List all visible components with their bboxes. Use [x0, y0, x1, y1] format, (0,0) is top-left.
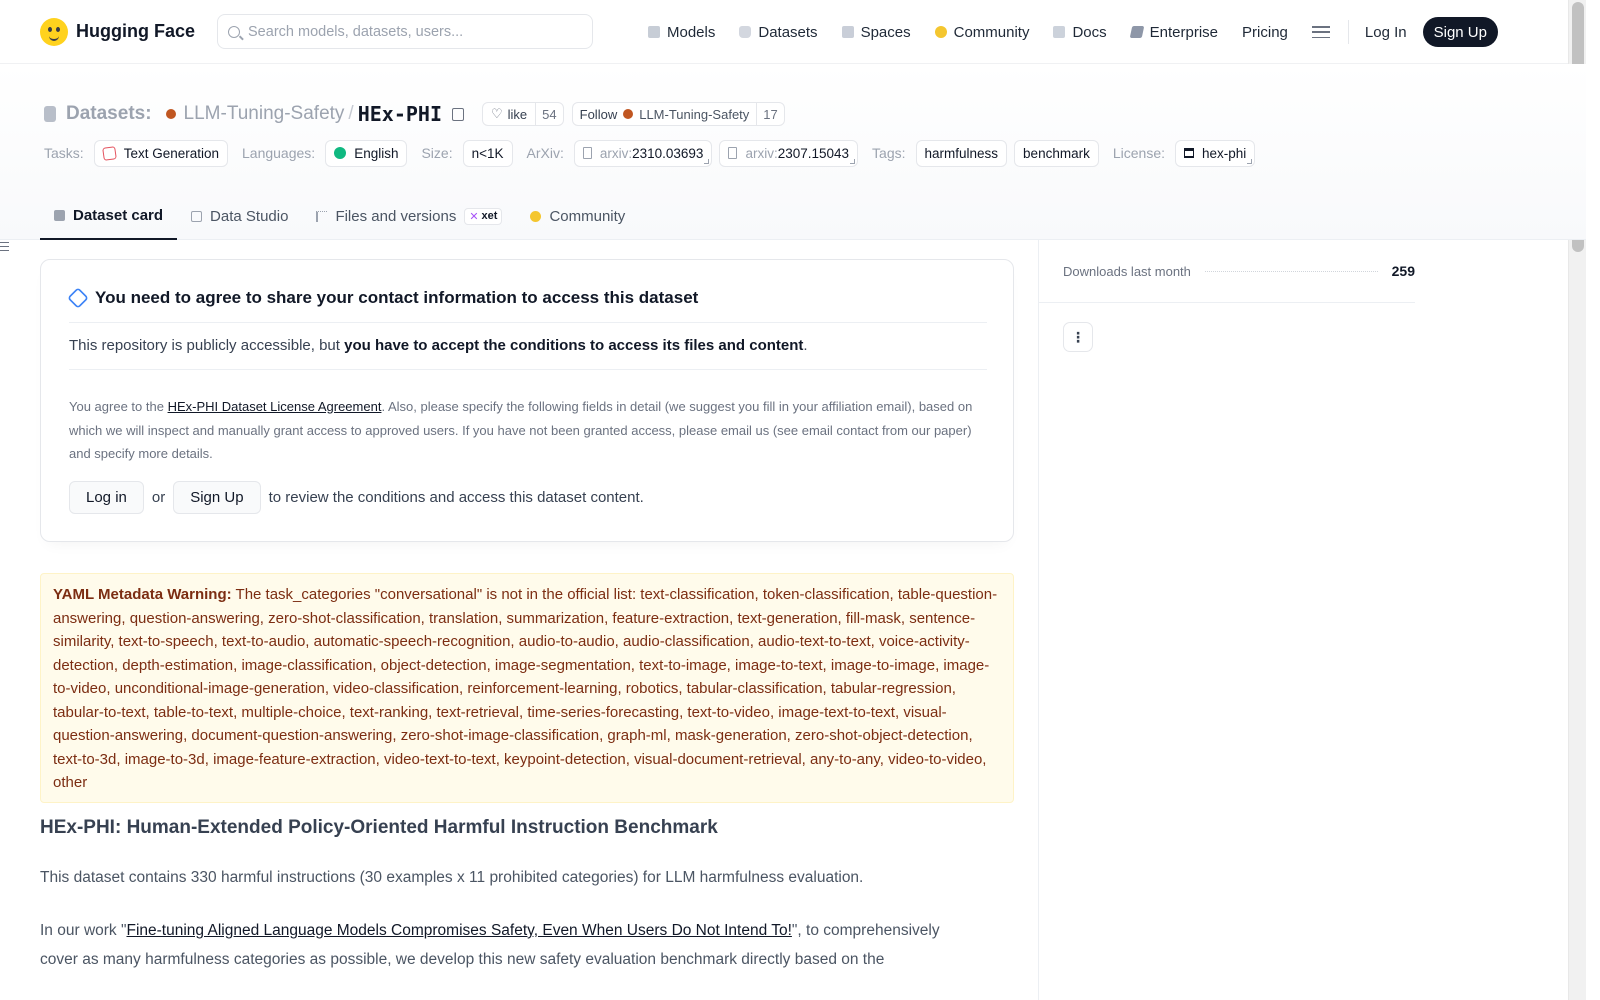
- gated-icon: [67, 287, 89, 309]
- gate-public-pre: This repository is publicly accessible, but: [69, 337, 345, 354]
- nav-community[interactable]: [935, 24, 1030, 41]
- xet-label: xet: [481, 210, 498, 222]
- cube-icon: [54, 210, 65, 221]
- grid-icon: [842, 26, 854, 38]
- gate-signup-button[interactable]: Sign Up: [173, 481, 260, 514]
- nav-links: [648, 0, 1498, 64]
- license-label: License:: [1112, 145, 1165, 161]
- license-chip[interactable]: [1175, 140, 1255, 167]
- tab-data-studio[interactable]: [177, 192, 302, 240]
- like-label: like: [507, 106, 528, 122]
- login-link[interactable]: Log In: [1364, 23, 1407, 41]
- gate-login-button[interactable]: Log in: [69, 481, 144, 514]
- gate-agreement-text: [69, 395, 989, 466]
- gate-agree-post: . Also, please specify the following fields in detail (we suggest you fill in your affiliation email), based on which we will inspect and manually grant access to approved users. If you have not been granted access, please email us (see email contact from our paper) and specify more details.: [69, 399, 973, 461]
- tab-files-label: Files and versions: [335, 207, 457, 225]
- dataset-description: This dataset contains 330 harmful instructions (30 examples x 11 prohibited categories) for LLM harmfulness evaluation.: [40, 869, 864, 886]
- tag-chip-label: benchmark: [1023, 145, 1090, 161]
- org-link[interactable]: LLM-Tuning-Safety: [183, 103, 345, 124]
- nav-spaces-label: Spaces: [860, 23, 911, 41]
- downloads-label: Downloads last month: [1063, 263, 1191, 279]
- tag-chip-benchmark[interactable]: [1014, 140, 1099, 167]
- nav-docs[interactable]: [1053, 24, 1106, 41]
- follow-org-name: LLM-Tuning-Safety: [639, 106, 750, 122]
- size-chip[interactable]: [463, 140, 513, 167]
- enterprise-icon: [1129, 26, 1144, 38]
- brand-name: Hugging Face: [76, 21, 196, 41]
- paper-icon: [728, 147, 737, 159]
- tab-community[interactable]: [516, 192, 639, 240]
- gate-actions: [69, 481, 644, 514]
- paragraph-post: ", to comprehensively cover as many harmfulness categories as possible, we develop this new safety evaluation benchmark directly based on the: [40, 922, 940, 968]
- community-icon: [530, 211, 541, 222]
- repo-header: [0, 64, 1586, 240]
- task-chip-label: Text Generation: [123, 145, 219, 161]
- warning-text: The task_categories "conversational" is not in the official list: text-classification, token-classification, table-question-answering, question-answering, zero-shot-classification, translation, summarization, feature-extraction, text-generation, fill-mask, sentence-similarity, text-to-speech, text-to-audio, automatic-speech-recognition, audio-to-audio, audio-classification, audio-text-to-text, voice-activity-detection, depth-estimation, image-classification, object-detection, image-segmentation, text-to-image, image-to-text, image-to-image, image-to-video, unconditional-image-generation, video-classification, reinforcement-learning, robotics, tabular-classification, tabular-regression, tabular-to-text, table-to-text, multiple-choice, text-ranking, text-retrieval, time-series-forecasting, text-to-video, image-text-to-text, visual-question-answering, document-question-answering, zero-shot-image-classification, graph-ml, mask-generation, zero-shot-object-detection, text-to-3d, image-to-3d, image-feature-extraction, video-text-to-text, keypoint-detection, visual-document-retrieval, any-to-any, video-to-video, other: [53, 586, 998, 791]
- tab-files-versions[interactable]: [302, 192, 516, 240]
- like-count[interactable]: 54: [535, 103, 562, 125]
- table-of-contents-icon[interactable]: [0, 242, 9, 251]
- like-widget: [482, 102, 564, 126]
- path-separator: /: [348, 103, 354, 124]
- follow-label: Follow: [579, 106, 618, 122]
- paper-link[interactable]: Fine-tuning Aligned Language Models Compromises Safety, Even When Users Do Not Intend To!: [126, 922, 792, 939]
- arxiv-label: ArXiv:: [526, 145, 564, 161]
- gate-title: [69, 288, 698, 308]
- hugging-face-logo-icon: [40, 18, 68, 46]
- follower-count[interactable]: 17: [756, 103, 783, 125]
- org-avatar-icon: [623, 109, 633, 119]
- cube-icon: [648, 26, 660, 38]
- gate-public-bold: you have to accept the conditions to access its files and content: [344, 337, 804, 354]
- tab-data-studio-label: Data Studio: [210, 207, 289, 225]
- downloads-value: 259: [1391, 263, 1415, 279]
- xet-badge: [464, 208, 502, 225]
- gate-public-post: .: [803, 337, 808, 354]
- arxiv-prefix: arxiv:: [745, 145, 778, 161]
- access-gate-card: [40, 259, 1014, 542]
- nav-pricing[interactable]: [1242, 24, 1288, 41]
- gate-or: or: [151, 489, 166, 506]
- metadata-tags: [44, 139, 1262, 167]
- language-chip-label: English: [354, 145, 399, 161]
- size-label: Size:: [421, 145, 453, 161]
- nav-models-label: Models: [667, 23, 716, 41]
- gate-divider: [69, 322, 987, 323]
- nav-models[interactable]: [648, 24, 715, 41]
- license-chip-label: hex-phi: [1202, 145, 1247, 161]
- search-input[interactable]: [248, 24, 568, 40]
- follow-widget: [572, 102, 785, 126]
- nav-enterprise-label: Enterprise: [1149, 23, 1219, 41]
- repo-title-bar: [44, 100, 785, 128]
- repo-name[interactable]: HEx-PHI: [357, 102, 442, 126]
- globe-icon: [334, 147, 346, 159]
- gate-actions-text: to review the conditions and access this dataset content.: [268, 489, 644, 506]
- warning-label: YAML Metadata Warning:: [53, 586, 232, 603]
- arxiv-id-2: 2307.15043: [777, 145, 850, 161]
- dataset-paragraph: [40, 916, 960, 974]
- copy-icon[interactable]: [452, 108, 464, 121]
- tag-chip-harmfulness[interactable]: [916, 140, 1008, 167]
- search-box[interactable]: [217, 14, 593, 49]
- language-chip[interactable]: [325, 140, 407, 167]
- nav-datasets[interactable]: [739, 24, 817, 41]
- paper-icon: [583, 147, 592, 159]
- follow-button[interactable]: [573, 107, 757, 122]
- sidebar-divider: [1039, 302, 1415, 303]
- nav-divider: [1348, 20, 1349, 44]
- tab-dataset-card[interactable]: [40, 192, 177, 240]
- task-chip[interactable]: [94, 140, 228, 167]
- downloads-leader: [1205, 271, 1378, 272]
- nav-datasets-label: Datasets: [758, 23, 818, 41]
- database-icon: [44, 106, 56, 122]
- nav-spaces[interactable]: [842, 24, 911, 41]
- like-button[interactable]: [483, 106, 535, 122]
- languages-label: Languages:: [242, 145, 316, 161]
- signup-button[interactable]: Sign Up: [1423, 17, 1498, 47]
- tasks-label: Tasks:: [44, 145, 84, 161]
- gate-title-text: You need to agree to share your contact information to access this dataset: [95, 288, 699, 307]
- arxiv-id-1: 2310.03693: [632, 145, 704, 161]
- brand-link[interactable]: [40, 18, 195, 46]
- repo-tabs: [40, 192, 639, 240]
- search-icon: [228, 26, 240, 38]
- nav-enterprise[interactable]: [1131, 24, 1218, 41]
- more-menu-icon[interactable]: [1312, 26, 1330, 38]
- table-icon: [191, 211, 202, 222]
- arxiv-chip-1[interactable]: [574, 140, 713, 167]
- xet-icon: ✕: [469, 210, 479, 223]
- license-icon: [1184, 148, 1194, 158]
- dataset-heading: HEx-PHI: Human-Extended Policy-Oriented Harmful Instruction Benchmark: [40, 817, 718, 838]
- kebab-icon: ⋮: [1071, 329, 1085, 345]
- tag-chip-label: harmfulness: [924, 145, 999, 161]
- license-agreement-link[interactable]: HEx-PHI Dataset License Agreement: [167, 399, 382, 414]
- right-sidebar: [1038, 240, 1586, 1000]
- paragraph-pre: In our work ": [40, 922, 127, 939]
- size-chip-label: n<1K: [471, 145, 504, 161]
- nav-docs-label: Docs: [1072, 23, 1107, 41]
- heart-icon: ♡: [491, 106, 503, 121]
- tags-label: Tags:: [872, 145, 906, 161]
- gate-public-note: [69, 337, 808, 354]
- community-icon: [935, 26, 947, 38]
- org-avatar-icon: [166, 109, 176, 119]
- tab-dataset-card-label: Dataset card: [73, 206, 164, 224]
- downloads-stat: [1063, 263, 1415, 279]
- more-options-button[interactable]: [1063, 322, 1093, 352]
- tab-community-label: Community: [549, 207, 626, 225]
- nav-community-label: Community: [953, 23, 1030, 41]
- nav-pricing-label: Pricing: [1242, 23, 1288, 41]
- arxiv-prefix: arxiv:: [599, 145, 633, 161]
- gate-agree-pre: You agree to the: [69, 399, 168, 414]
- section-label[interactable]: Datasets:: [66, 103, 152, 124]
- arxiv-chip-2[interactable]: [719, 140, 858, 167]
- top-navbar: [0, 0, 1586, 64]
- gate-divider: [69, 369, 987, 370]
- book-icon: [1053, 26, 1065, 38]
- text-generation-icon: [102, 146, 117, 161]
- database-icon: [739, 26, 751, 38]
- yaml-metadata-warning: [40, 573, 1014, 803]
- files-icon: [316, 211, 327, 222]
